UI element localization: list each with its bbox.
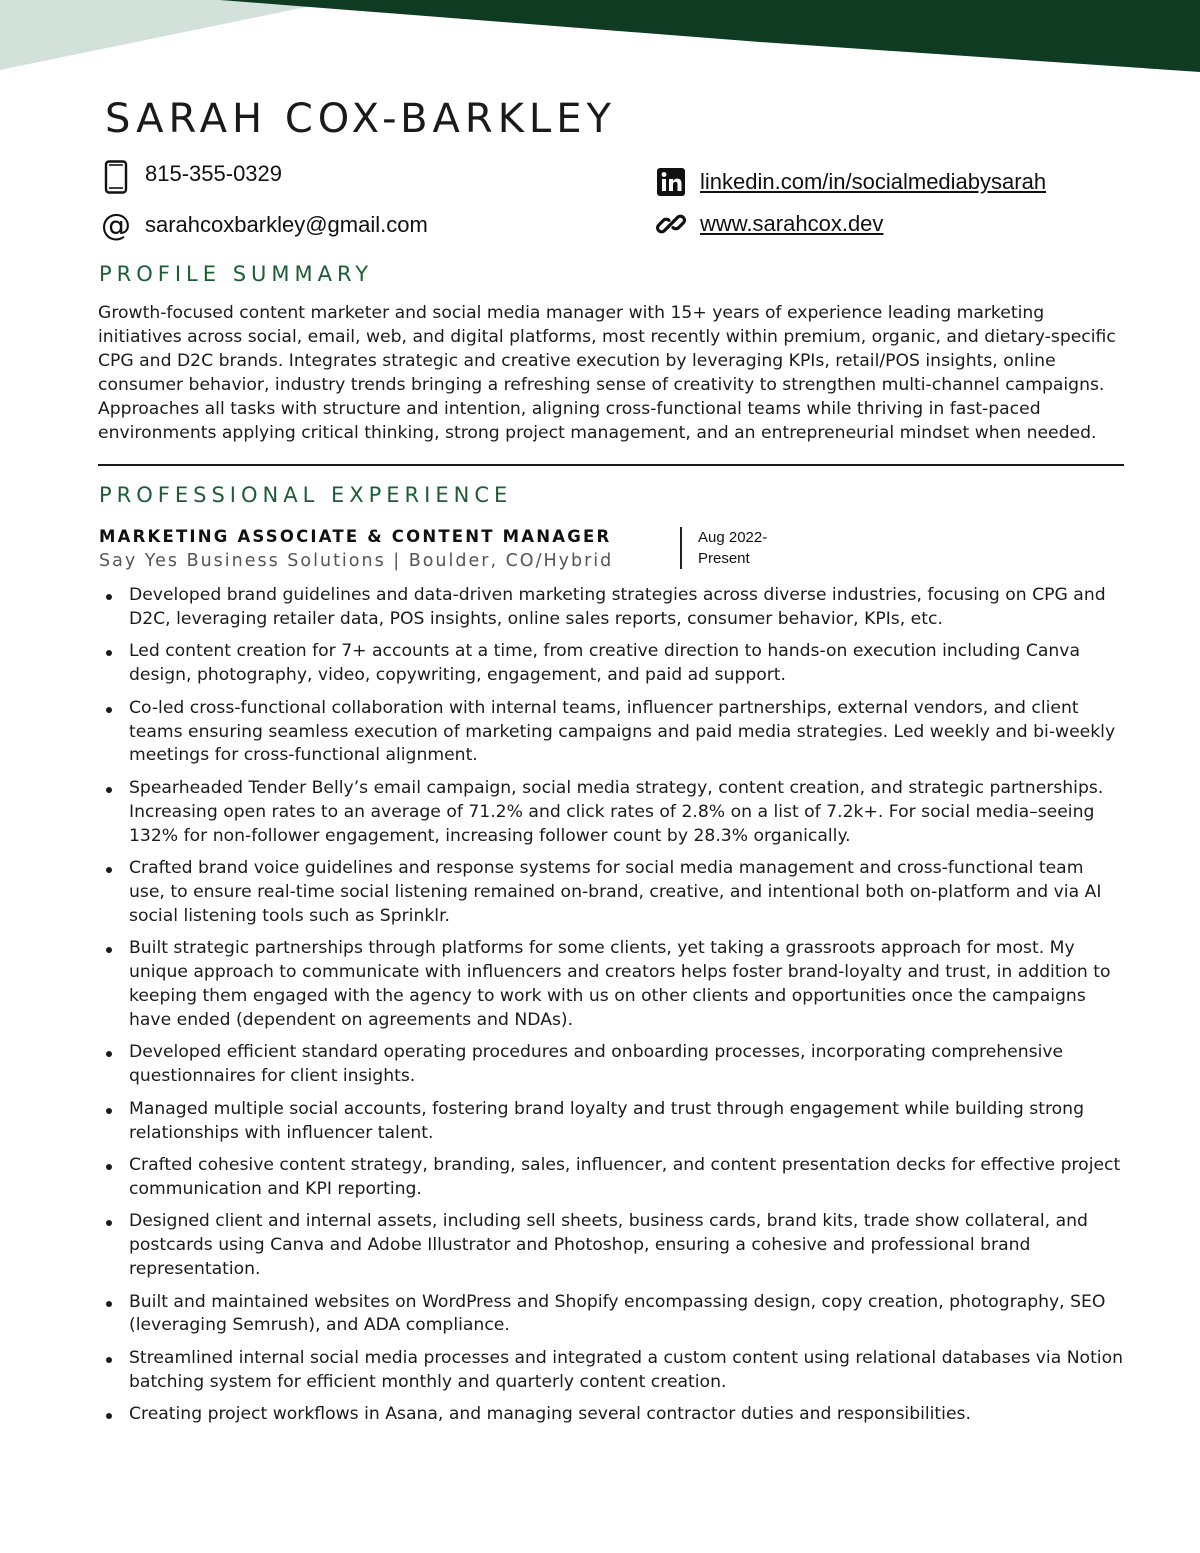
list-item: Managed multiple social accounts, fostering brand loyalty and trust through engagement while building strong relationships with influencer talent.	[0, 1098, 1124, 1146]
email-address: sarahcoxbarkley@gmail.com	[145, 212, 428, 237]
list-item: Developed efficient standard operating procedures and onboarding processes, incorporating comprehensive questionnaires for client insights.	[0, 1041, 1124, 1089]
date-start: Aug 2022-	[698, 529, 768, 546]
list-item: Led content creation for 7+ accounts at a time, from creative direction to hands-on execution including Canva design, photography, video, copywriting, engagement, and paid ad support.	[0, 640, 1124, 688]
banner-dark-shape	[220, 0, 1200, 72]
banner-light-shape	[0, 0, 340, 70]
website-contact	[656, 207, 883, 241]
header-banner	[0, 0, 1200, 80]
linkedin-contact	[656, 165, 1046, 199]
phone-contact	[101, 160, 282, 194]
list-item: Built and maintained websites on WordPress and Shopify encompassing design, copy creation, photography, SEO (leveraging Semrush), and ADA compliance.	[0, 1291, 1124, 1339]
linkedin-icon	[656, 165, 686, 199]
company-location: Say Yes Business Solutions | Boulder, CO/Hybrid	[99, 551, 614, 571]
list-item: Crafted brand voice guidelines and response systems for social media management and cross-functional team use, to ensure real-time social listening remained on-brand, creative, and intentional both on-platform and via AI social listening tools such as Sprinklr.	[0, 857, 1124, 929]
linkedin-link[interactable]: linkedin.com/in/socialmediabysarah	[700, 169, 1047, 194]
list-item: Developed brand guidelines and data-driven marketing strategies across diverse industries, focusing on CPG and D2C, leveraging retailer data, POS insights, online sales reports, consumer behavior, KPIs, etc.	[0, 584, 1124, 632]
email-contact	[101, 208, 428, 242]
date-divider	[680, 527, 682, 569]
section-divider	[98, 464, 1124, 466]
list-item: Co-led cross-functional collaboration with internal teams, influencer partnerships, external vendors, and client teams ensuring seamless execution of marketing campaigns and paid media strategies. Led weekly and bi-weekly meetings for cross-functional alignment.	[0, 697, 1124, 769]
link-icon	[656, 207, 686, 241]
phone-number: 815-355-0329	[145, 161, 283, 186]
professional-experience-heading: PROFESSIONAL EXPERIENCE	[99, 483, 513, 507]
list-item: Creating project workflows in Asana, and managing several contractor duties and responsibilities.	[0, 1403, 1124, 1427]
list-item: Built strategic partnerships through platforms for some clients, yet taking a grassroots approach for most. My unique approach to communicate with influencers and creators helps foster brand-loyalty and trust, in addition to keeping them engaged with the agency to work with us on other clients and opportunities once the campaigns have ended (dependent on agreements and NDAs).	[0, 937, 1124, 1033]
employment-dates	[698, 527, 798, 569]
candidate-name: SARAH COX-BARKLEY	[105, 96, 616, 142]
profile-summary-text: Growth-focused content marketer and social media manager with 15+ years of experience leading marketing initiatives across social, email, web, and digital platforms, most recently within premium, organic, and dietary-specific CPG and D2C brands. Integrates strategic and creative execution by leveraging KPIs, retail/POS insights, online consumer behavior, industry trends bringing a refreshing sense of creativity to strengthen multi-channel campaigns. Approaches all tasks with structure and intention, aligning cross-functional teams while thriving in fast-paced environments applying critical thinking, strong project management, and an entrepreneurial mindset when needed.	[98, 303, 1116, 443]
job-bullet-list	[0, 584, 1200, 1436]
list-item: Crafted cohesive content strategy, branding, sales, influencer, and content presentation decks for effective project communication and KPI reporting.	[0, 1154, 1124, 1202]
list-item: Spearheaded Tender Belly’s email campaign, social media strategy, content creation, and strategic partnerships. Increasing open rates to an average of 71.2% and click rates of 2.8% on a list of 7.2k+. For social media–seeing 132% for non-follower engagement, increasing follower count by 28.3% organically.	[0, 777, 1124, 849]
job-title: MARKETING ASSOCIATE & CONTENT MANAGER	[99, 527, 612, 546]
list-item: Designed client and internal assets, including sell sheets, business cards, brand kits, trade show collateral, and postcards using Canva and Adobe Illustrator and Photoshop, ensuring a cohesive and professional brand representation.	[0, 1210, 1124, 1282]
profile-summary-heading: PROFILE SUMMARY	[99, 262, 374, 286]
phone-icon	[101, 160, 131, 194]
website-link[interactable]: www.sarahcox.dev	[700, 211, 884, 236]
at-sign-icon: @	[101, 207, 131, 243]
date-end: Present	[698, 550, 750, 567]
list-item: Streamlined internal social media processes and integrated a custom content using relational databases via Notion batching system for efficient monthly and quarterly content creation.	[0, 1347, 1124, 1395]
